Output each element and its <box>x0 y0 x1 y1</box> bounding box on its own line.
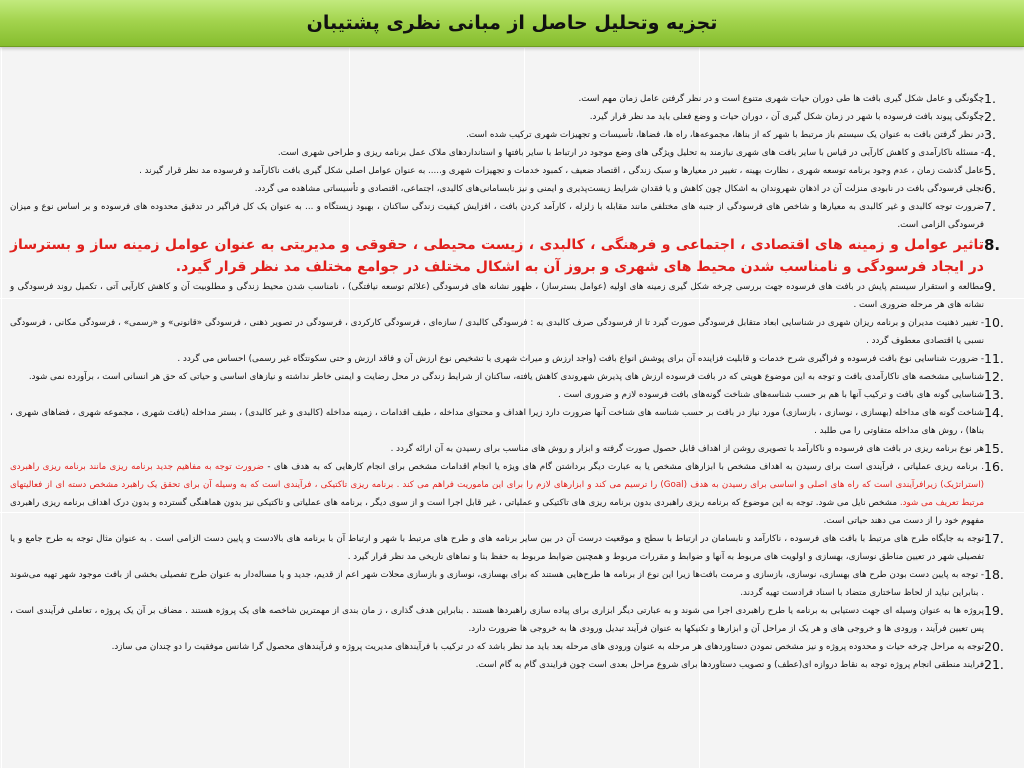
list-item <box>6 350 1018 368</box>
item-text: - مسئله ناکارآمدی و کاهش کارآیی در قیاس با سایر بافت های شهری نیازمند به تحلیل ویژگی های وضع موجود در ارتباط با سایر بافتها و استانداردهای ملاک عمل برنامه ریزی و طراحی شهری است. <box>277 148 984 158</box>
item-text: - ضرورت شناسایی نوع بافت فرسوده و فراگیری شرح خدمات و قابلیت فزاینده آن برای پوشش انواع بافت (واجد ارزش و میراث شهری با تشخیص نوع ارزش آن و فاقد ارزش و حتی سکونتگاه غیر رسمی) احساس می گردد . <box>177 354 984 364</box>
item-number: 12. <box>984 369 1004 384</box>
list-item <box>6 386 1018 404</box>
item-text: شناسایی گونه های بافت و ترکیب آنها با هم بر حسب شناسه‌های شناخت گونه‌های بافت فرسوده لازم و ضروری است . <box>558 390 984 400</box>
page-title: تجزیه وتحلیل حاصل از مبانی نظری پشتیبان <box>306 12 718 34</box>
list-item <box>6 656 1018 674</box>
item-number: 7. <box>984 199 996 214</box>
item-number: 16. <box>984 459 1004 474</box>
item-text: شناسایی مشخصه های ناکارآمدی بافت و توجه به این موضوع هویتی که در بافت فرسوده ارزش های پذیرش شهروندی کاهش یافته، ساکنان از شرایط زندگی در محل رضایت و ایمنی خاطر نداشته و نیازهای اساسی و حیاتی که حق هر انسانی است ، برآورده نمی شود. <box>28 372 984 382</box>
item-number: 21. <box>984 657 1004 672</box>
item-text: تجلی فرسودگی بافت در نابودی منزلت آن در اذهان شهروندان به اشکال چون کاهش و یا فقدان شرایط زیست‌پذیری و ایمنی و نیز نابسامانی‌های کالبدی، اجتماعی، اقتصادی و تأسیساتی مشاهده می گردد. <box>254 184 984 194</box>
item-number: 10. <box>984 315 1004 330</box>
list-item <box>6 108 1018 126</box>
item-number: 5. <box>984 163 996 178</box>
list-item <box>6 126 1018 144</box>
item-text: چگونگی پیوند بافت فرسوده با شهر در زمان شکل گیری آن ، دوران حیات و وضع فعلی باید مد نظر قرار گیرد. <box>589 112 984 122</box>
item-text <box>6 458 984 530</box>
list-item <box>6 198 1018 234</box>
findings-list <box>6 90 1018 674</box>
list-item <box>6 144 1018 162</box>
item-text: توجه به جایگاه طرح های مرتبط با بافت های فرسوده ، ناکارآمد و نابسامان در ارتباط با سطح و موقعیت درست آن در بین سایر برنامه های و طرح های مرتبط با شهر و ارتباط آن با برنامه های بالادست و پایین دست الزامی است . به عنوان مثال توجه به طرح جامع و یا تفصیلی شهر در تعیین مناطق نوسازی، بهسازی و اولویت های مربوط به آنها و ضوابط و مقررات مربوط و همچنین ضوابط مربوط به حفظ بنا و نماهای تاریخی مد نظر قرار گیرد . <box>10 534 984 562</box>
item-text: تاثیر عوامل و زمینه های اقتصادی ، اجتماعی و فرهنگی ، کالبدی ، زیست محیطی ، حقوقی و مدیریتی به عنوان عوامل زمینه ساز و بسترساز در ایجاد فرسودگی و نامناسب شدن محیط های شهری و بروز آن به اشکال مختلف در جوامع مختلف مد نظر قرار گیرد. <box>10 237 984 275</box>
list-item <box>6 602 1018 638</box>
item-text: - توجه به پایین دست بودن طرح های بهسازی، نوسازی، بازسازی و مرمت بافت‌ها زیرا این نوع از برنامه ها طرح‌هایی هستند که برای بهسازی، نوسازی و بازسازی محلات شهر اعم از قدیم، جدید و یا مساله‌دار به عنوان طرح تفصیلی بخشی از بافت موجود شهر تهیه می‌شوند . بنابراین نباید از لحاظ ساختاری متضاد با اسناد فرادست تهیه گردند. <box>10 570 984 598</box>
item-number: 14. <box>984 405 1004 420</box>
item-number: 9. <box>984 279 996 294</box>
item-number: 13. <box>984 387 1004 402</box>
list-item <box>6 566 1018 602</box>
item-number: 20. <box>984 639 1004 654</box>
item-text: شناخت گونه های مداخله (بهسازی ، نوسازی ، بازسازی) مورد نیاز در بافت بر حسب شناسه های شناخت آنها ضرورت دارد زیرا اهداف و محتوای مداخله ، طیف اقدامات ، زمینه مداخله (کالبدی و غیر کالبدی) ، بستر مداخله (بافت شهری ، مجموعه شهری ، فضاهای شهری ، بناها) ، روش های مداخله متفاوتی را می طلبد . <box>10 408 984 436</box>
title-bar <box>0 0 1024 47</box>
item-number: 1. <box>984 91 996 106</box>
list-item <box>6 180 1018 198</box>
item-number: 17. <box>984 531 1004 546</box>
grid-line <box>1 48 2 768</box>
item-text: هر نوع برنامه ریزی در بافت های فرسوده و ناکارآمد با تصویری روشن از اهداف قابل حصول صورت گرفته و ابزار و روش های مناسب برای رسیدن به آن ارائه گردد . <box>390 444 984 454</box>
list-item-highlighted <box>6 234 1018 278</box>
item-text: فرایند منطقی انجام پروژه توجه به نقاط دروازه ای(عطف) و تصویب دستاوردها برای شروع مراحل بعدی است چون فرایندی گام به گام است. <box>475 660 984 670</box>
item-text: ضرورت توجه کالبدی و غیر کالبدی به معیارها و شاخص های فرسودگی از جنبه های مختلفی مانند مقابله با زلزله ، کارآمد کردن بافت ، افزایش کیفیت زندگی ساکنان ، بهبود زیستگاه و ... به عنوان یک کل فراگیر در تدقیق محدوده های فرسوده و بر اساس نوع و میزان فرسودگی الزامی است. <box>10 202 984 230</box>
list-item <box>6 440 1018 458</box>
list-item <box>6 90 1018 108</box>
item-number: 3. <box>984 127 996 142</box>
item-number: 19. <box>984 603 1004 618</box>
item-number: 2. <box>984 109 996 124</box>
item-text: مطالعه و استقرار سیستم پایش در بافت های فرسوده جهت بررسی چرخه شکل گیری زمینه های اولیه (عوامل بسترساز) ، ظهور نشانه های فرسودگی (علائم توسعه نیافتگی) ، نامناسب شدن محیط زندگی و مطلوبیت آن و کاهش کارآیی آتی ، تکمیل روند فرسودگی و نشانه های هر مرحله ضروری است . <box>10 282 984 310</box>
item-text: در نظر گرفتن بافت به عنوان یک سیستم باز مرتبط با شهر که از بناها، مجموعه‌ها، راه ها، فضاها، تأسیسات و تجهیزات شهری ترکیب شده است. <box>466 130 984 140</box>
list-item <box>6 638 1018 656</box>
item-text-trail: مشخص نایل می شود. توجه به این موضوع که برنامه ریزی راهبردی بدون برنامه ریزی های تاکتیکی و عملیاتی ، غیر قابل اجرا است و از سوی دیگر ، برنامه های عملیاتی و تاکتیکی نیز بدون هماهنگی گسترده و بدون درک اهداف برنامه ریزی راهبردی مفهوم خود را از دست می دهند حیاتی است. <box>10 498 984 526</box>
list-item <box>6 314 1018 350</box>
item-text: توجه به مراحل چرخه حیات و محدوده پروژه و نیز مشخص نمودن دستاوردهای هر مرحله به عنوان ورودی های مرحله بعد باید مد نظر باشد که در ترکیب با فرآیندهای مدیریت پروژه و فرآیندهای محصول گرا شانس موفقیت را دو چندان می سازد. <box>111 642 984 652</box>
list-item <box>6 458 1018 530</box>
item-text: چگونگی و عامل شکل گیری بافت ها طی دوران حیات شهری متنوع است و در نظر گرفتن عامل زمان مهم است. <box>578 94 984 104</box>
item-number: 11. <box>984 351 1004 366</box>
list-item <box>6 162 1018 180</box>
item-text-highlight: ضرورت توجه به مفاهیم جدید برنامه ریزی مانند برنامه ریزی راهبردی (استراتژیک) زیرافرآیندی است که راه های اصلی و اساسی برای رسیدن به هدف (Goal) را ترسیم می کند و ابزارهای لازم را برای این ماموریت فراهم می کند . برنامه ریزی تاکتیکی ، فرآیندی است که به وسیله آن برای تحقق یک راهبرد مشخص دسته ای از فعالیتهای مرتبط تعریف می شود. <box>10 462 985 508</box>
item-number: 8. <box>984 236 1001 254</box>
item-number: 18. <box>984 567 1004 582</box>
item-number: 6. <box>984 181 996 196</box>
list-item <box>6 278 1018 314</box>
list-item <box>6 530 1018 566</box>
item-number: 15. <box>984 441 1004 456</box>
list-item <box>6 404 1018 440</box>
item-text-lead: . برنامه ریزی عملیاتی ، فرآیندی است برای رسیدن به اهداف مشخص با ابزارهای مشخص یا به عبارت دیگر برداشتن گام های ویژه یا انجام اقدامات مشخص برای انجام کارهایی که به هدف های - <box>263 462 984 472</box>
item-text: پروژه ها به عنوان وسیله ای جهت دستیابی به برنامه یا طرح راهبردی اجرا می شوند و به عبارتی دیگر ابزاری برای پیاده سازی راهبردها هستند . بنابراین هدف گذاری ، ز مان بندی از مهمترین شاخصه های یک پروژه هستند . مضاف بر آن یک پروژه ، تعاملی فرآیندی است ، پس تعیین فرآیند ، ورودی ها و خروجی های و هر یک از مراحل آن و ابزارها و تکنیکها به عنوان فرآیند تبدیل ورودی ها به خروجی ها ضرورت دارد. <box>10 606 984 634</box>
item-text: - تغییر ذهنیت مدیران و برنامه ریزان شهری در شناسایی ابعاد متقابل فرسودگی صورت گیرد تا از فرسودگی صرف کالبدی به : فرسودگی کالبدی / سازه‌ای ، فرسودگی کارکردی ، فرسودگی در تصویر ذهنی ، فرسودگی «قانونی» و «رسمی» ، فرسودگی مکانی ، فرسودگی نسبی یا اقتصادی معطوف گردد . <box>10 318 984 346</box>
list-item <box>6 368 1018 386</box>
item-text: عامل گذشت زمان ، عدم وجود برنامه توسعه شهری ، نظارت بهینه ، تغییر در معیارها و سبک زندگی ، اقتصاد ضعیف ، کمبود خدمات و تجهیزات شهری و..... به عنوان عوامل اصلی شکل گیری بافت ناکارآمد و فرسوده مد نظر قرار گیرند . <box>139 166 984 176</box>
item-number: 4. <box>984 145 996 160</box>
